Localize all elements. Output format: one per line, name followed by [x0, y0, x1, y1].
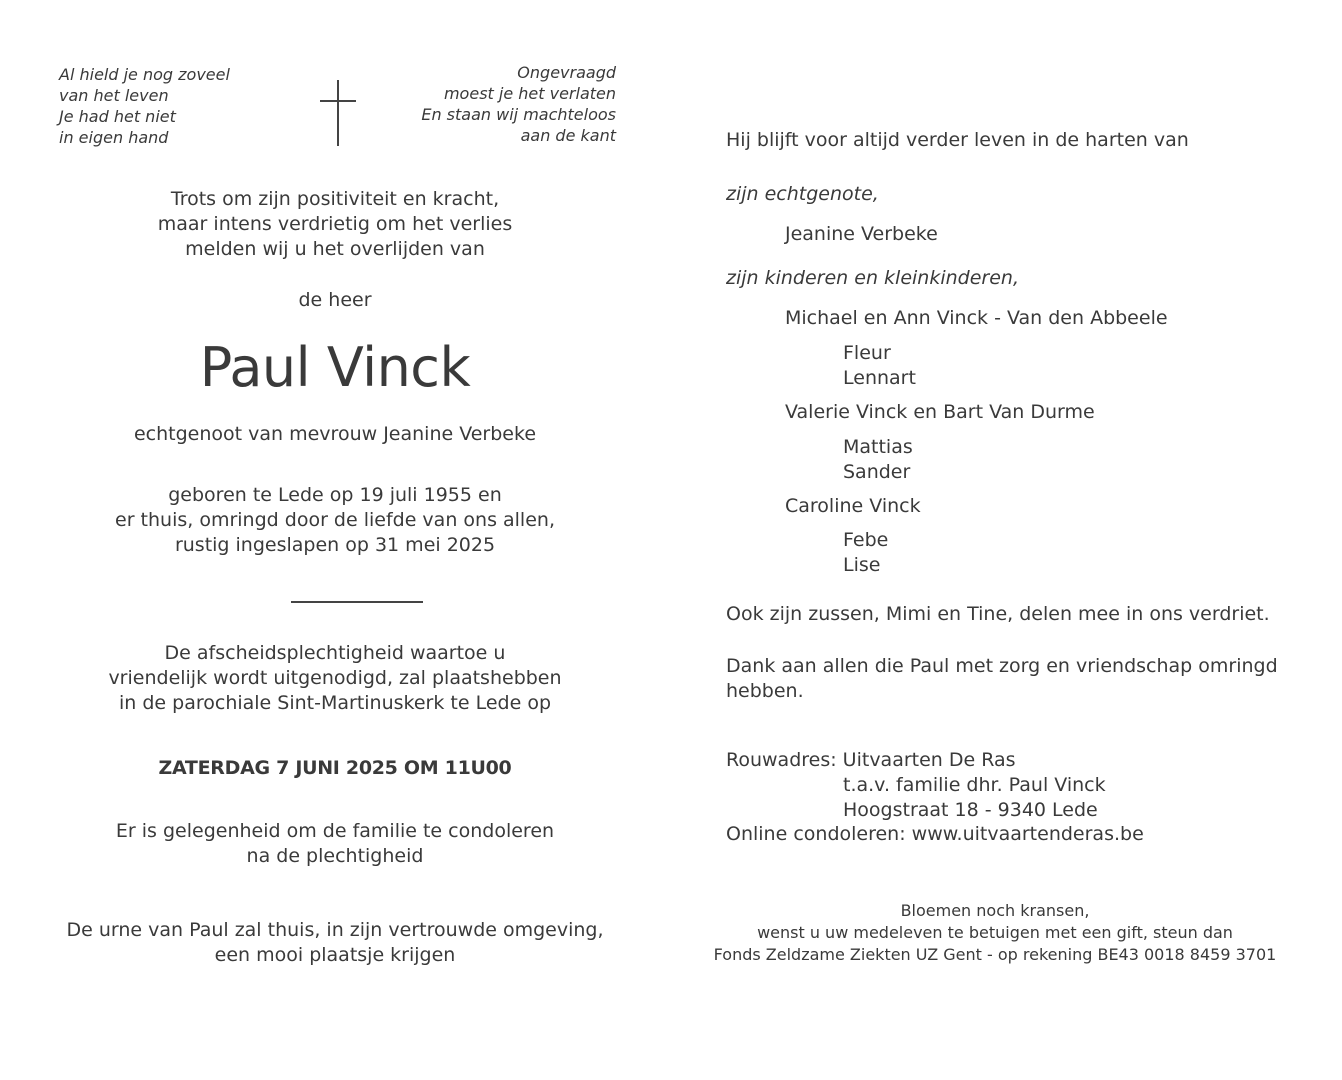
life-line: rustig ingeslapen op 31 mei 2025 — [174, 534, 496, 556]
poem-line: En staan wij machteloos — [421, 105, 616, 124]
family-parents: Michael en Ann Vinck - Van den Abbeele — [785, 307, 1168, 329]
right-heading: Hij blijft voor altijd verder leven in de harten van — [726, 129, 1189, 151]
intro-text — [34, 187, 636, 262]
poem-line: Al hield je nog zoveel — [59, 65, 230, 84]
deceased-name: Paul Vinck — [199, 336, 471, 399]
flowers-line: wenst u uw medeleven te betuigen met een gift, steun dan — [757, 923, 1233, 942]
thanks-line: hebben. — [726, 680, 804, 702]
grandchild-name: Sander — [843, 461, 911, 483]
grandchild-name: Mattias — [843, 436, 913, 458]
grandchild-name: Lise — [843, 554, 881, 576]
intro-line: Trots om zijn positiviteit en kracht, — [170, 188, 500, 210]
condolence-line: na de plechtigheid — [246, 845, 424, 867]
poem-line: Ongevraagd — [517, 63, 616, 82]
grandchild-name: Lennart — [843, 367, 916, 389]
condolence-line: Er is gelegenheid om de familie te condoleren — [115, 820, 555, 842]
urn-line: een mooi plaatsje krijgen — [214, 944, 456, 966]
intro-line: maar intens verdrietig om het verlies — [157, 213, 513, 235]
spouse-line: echtgenoot van mevrouw Jeanine Verbeke — [133, 423, 537, 445]
intro-line: melden wij u het overlijden van — [185, 238, 485, 260]
ceremony-line: vriendelijk wordt uitgenodigd, zal plaatshebben — [108, 667, 562, 689]
ceremony-date: ZATERDAG 7 JUNI 2025 OM 11U00 — [158, 757, 512, 779]
family-kids — [843, 341, 916, 391]
thanks-line: Dank aan allen die Paul met zorg en vriendschap omringd — [726, 655, 1278, 677]
title-prefix: de heer — [298, 289, 372, 311]
flowers-line: Fonds Zeldzame Ziekten UZ Gent - op rekening BE43 0018 8459 3701 — [713, 945, 1277, 964]
family-kids — [843, 528, 888, 578]
ceremony-text — [34, 641, 636, 716]
ceremony-line: De afscheidsplechtigheid waartoe u — [164, 642, 506, 664]
ceremony-line: in de parochiale Sint-Martinuskerk te Lede op — [119, 692, 551, 714]
life-text — [34, 483, 636, 558]
grandchild-name: Febe — [843, 529, 889, 551]
family-parents: Valerie Vinck en Bart Van Durme — [785, 401, 1095, 423]
sisters-line: Ook zijn zussen, Mimi en Tine, delen mee in ons verdriet. — [726, 603, 1270, 625]
address-line: t.a.v. familie dhr. Paul Vinck — [843, 774, 1106, 796]
family-parents: Caroline Vinck — [785, 495, 921, 517]
spouse-name: Jeanine Verbeke — [785, 223, 938, 245]
flowers-text — [690, 900, 1300, 966]
address-label: Rouwadres: Uitvaarten De Ras — [726, 749, 1016, 771]
poem-line: van het leven — [59, 86, 169, 105]
address-line: Hoogstraat 18 - 9340 Lede — [843, 799, 1098, 821]
condolence-text — [34, 819, 636, 869]
urn-text — [34, 918, 636, 968]
life-line: geboren te Lede op 19 juli 1955 en — [168, 484, 502, 506]
poem-line: aan de kant — [520, 126, 616, 145]
children-label: zijn kinderen en kleinkinderen, — [726, 267, 1019, 289]
poem-left — [59, 64, 230, 148]
urn-line: De urne van Paul zal thuis, in zijn vertrouwde omgeving, — [66, 919, 604, 941]
family-kids — [843, 435, 913, 485]
thanks-text — [726, 654, 1278, 704]
poem-line: in eigen hand — [59, 128, 169, 147]
divider — [291, 601, 423, 603]
flowers-line: Bloemen noch kransen, — [900, 901, 1090, 920]
grandchild-name: Fleur — [843, 342, 891, 364]
poem-line: moest je het verlaten — [443, 84, 616, 103]
spouse-label: zijn echtgenote, — [726, 183, 879, 205]
poem-right — [400, 62, 616, 146]
poem-line: Je had het niet — [59, 107, 176, 126]
life-line: er thuis, omringd door de liefde van ons allen, — [115, 509, 555, 531]
online-condolence: Online condoleren: www.uitvaartenderas.be — [726, 823, 1144, 845]
